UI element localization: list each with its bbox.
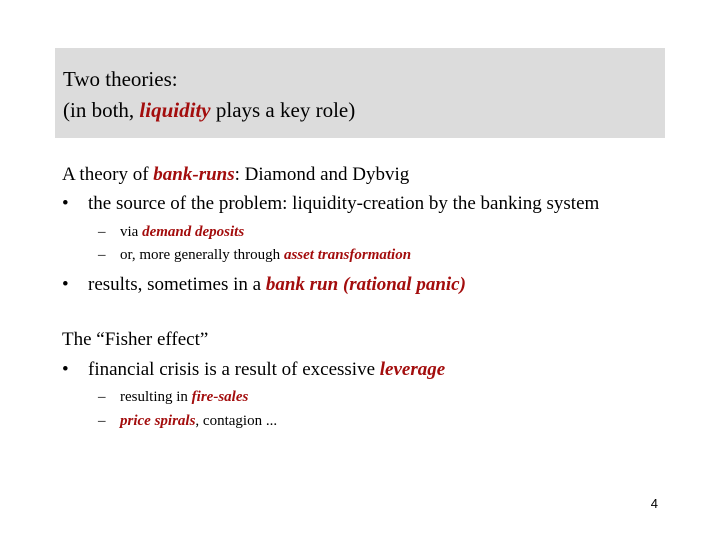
section2-sub-1-emphasis: fire-sales	[191, 389, 249, 405]
section1-heading-pre: A theory of	[62, 164, 154, 185]
section2-sub-2-post: , contagion ...	[195, 413, 278, 429]
section2-sub-2-emphasis: price spirals	[120, 413, 196, 429]
dash-symbol: –	[98, 247, 106, 263]
section2-bullet-1-emphasis: leverage	[379, 359, 446, 380]
section1-sub-1-pre: via	[120, 224, 143, 240]
section1-heading	[62, 164, 409, 186]
title-emphasis-liquidity: liquidity	[139, 98, 211, 122]
section2-bullet-1	[88, 359, 445, 381]
bullet-symbol: •	[62, 359, 69, 380]
section2-sub-1-pre: resulting in	[120, 389, 192, 405]
section2-sub-1	[120, 388, 248, 406]
bullet-symbol: •	[62, 274, 69, 295]
page-number: 4	[650, 496, 658, 511]
section1-bullet-2-emphasis: bank run (rational panic)	[265, 274, 466, 295]
dash-symbol: –	[98, 389, 106, 405]
bullet-symbol: •	[62, 193, 69, 214]
section1-sub-2	[120, 246, 411, 264]
dash-symbol: –	[98, 224, 106, 240]
section1-sub-1	[120, 223, 244, 241]
title-line-2-post: plays a key role)	[210, 98, 356, 122]
title-line-2	[63, 98, 355, 122]
section1-heading-post: : Diamond and Dybvig	[234, 164, 410, 185]
section1-heading-emphasis: bank-runs	[153, 164, 235, 185]
section1-sub-1-emphasis: demand deposits	[142, 224, 245, 240]
section1-bullet-1: the source of the problem: liquidity-creation by the banking system	[88, 193, 600, 214]
section1-sub-2-pre: or, more generally through	[120, 247, 284, 263]
section2-bullet-1-pre: financial crisis is a result of excessive	[88, 359, 380, 380]
title-box	[55, 48, 665, 138]
dash-symbol: –	[98, 413, 106, 429]
section1-sub-2-emphasis: asset transformation	[283, 247, 412, 263]
section1-bullet-2-pre: results, sometimes in a	[88, 274, 266, 295]
title-line-1: Two theories:	[63, 67, 178, 91]
section2-heading: The “Fisher effect”	[62, 329, 209, 350]
title-line-2-pre: (in both,	[63, 98, 140, 122]
section2-sub-2	[120, 412, 277, 430]
section1-bullet-2	[88, 274, 466, 296]
